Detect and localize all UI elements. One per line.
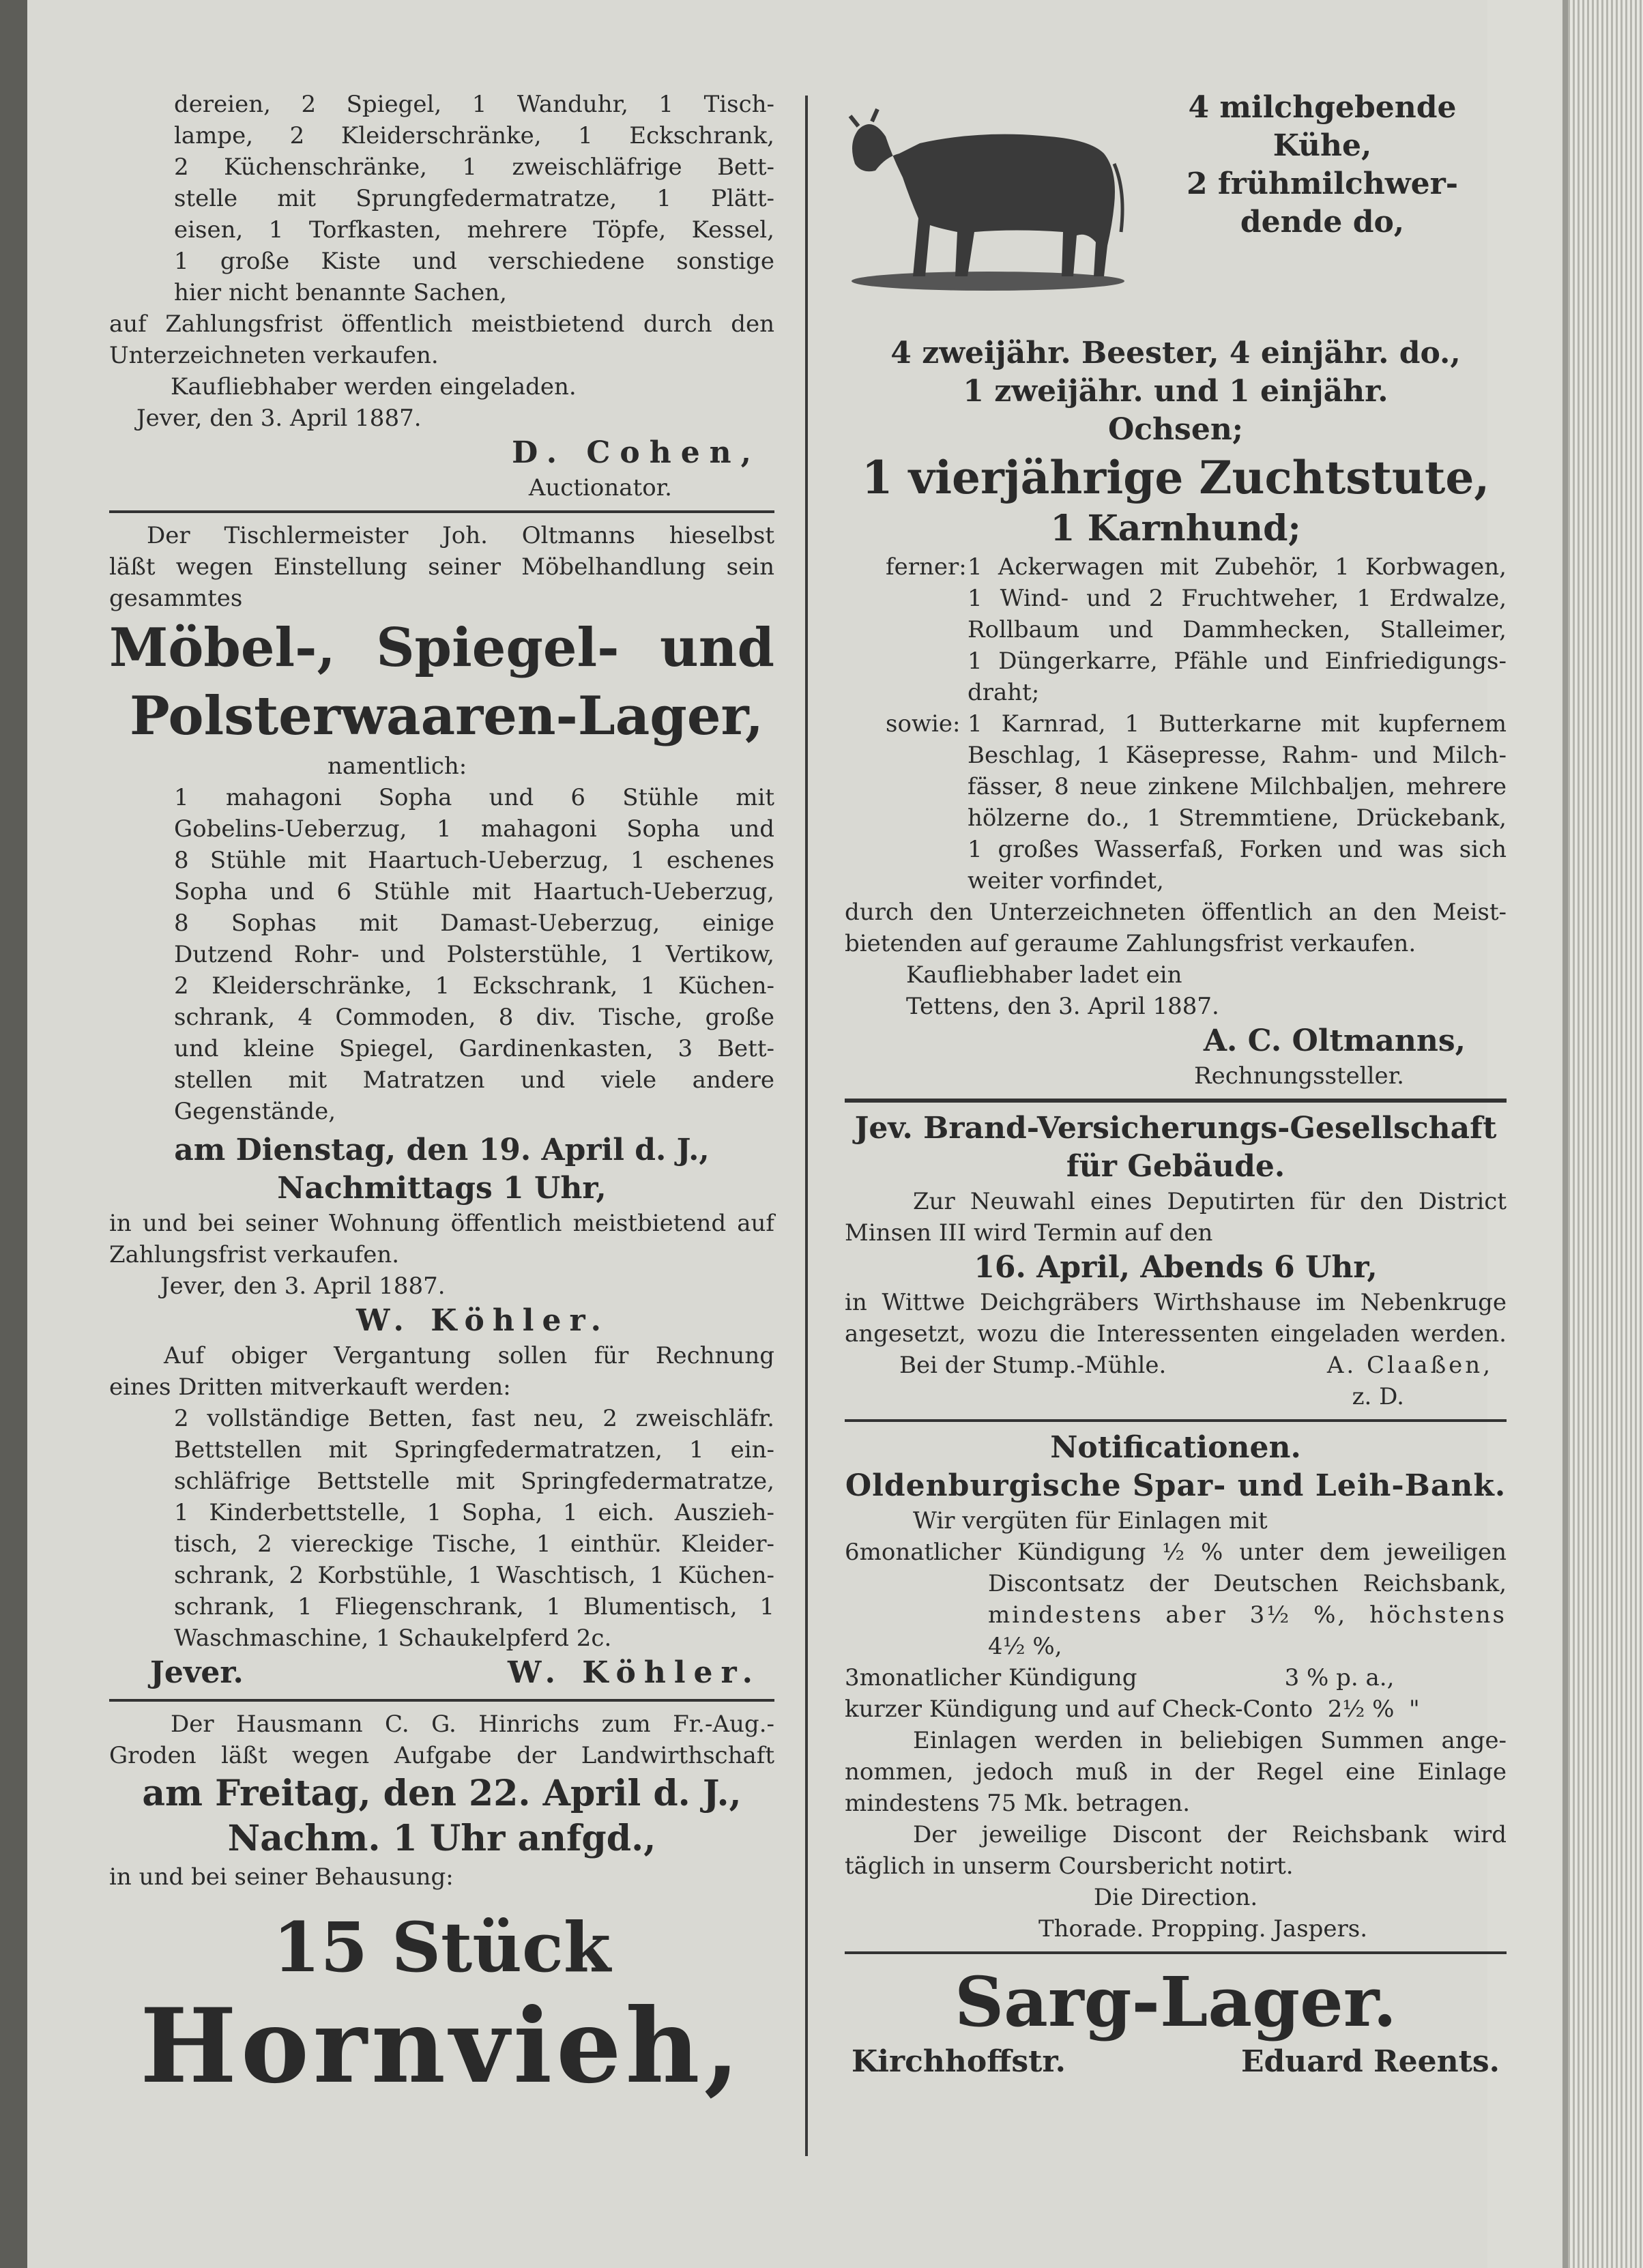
text-line: Der Hausmann C. G. Hinrichs zum Fr.-Aug.- <box>171 1711 774 1738</box>
ad-footer <box>845 1350 1507 1381</box>
list-item: 2 vollständige Betten, fast neu, 2 zweischläfr. <box>174 1405 774 1432</box>
cow-illustration-icon <box>845 89 1131 293</box>
list-item: Beschlag, 1 Käsepresse, Rahm- und Milch- <box>968 742 1507 769</box>
section-divider <box>109 510 774 513</box>
headline-zuchtstute: 1 vierjährige Zuchtstute, <box>861 451 1490 504</box>
sowie-list <box>845 708 1507 897</box>
list-item: draht; <box>968 679 1040 706</box>
auction-date: am Freitag, den 22. April d. J., <box>142 1773 742 1814</box>
signer-title: Auctionator. <box>528 474 672 501</box>
dateline: Jever, den 3. April 1887. <box>160 1273 446 1300</box>
list-label: sowie: <box>886 710 961 738</box>
text-line: Auf obiger Vergantung sollen für Rechnung <box>164 1342 774 1369</box>
list-item: 2 Kleiderschränke, 1 Eckschrank, 1 Küchen- <box>174 972 774 1000</box>
direction-label: Die Direction. <box>1093 1884 1258 1911</box>
page-gutter-left <box>0 0 27 2268</box>
cow-header <box>845 89 1507 334</box>
headline-karnhund: 1 Karnhund; <box>1050 508 1301 549</box>
list-item: 1 Düngerkarre, Pfähle und Einfriedigungs- <box>968 648 1507 675</box>
ad-cohen <box>109 89 774 504</box>
ad-footer <box>109 1654 774 1692</box>
text-line: nommen, jedoch muß in der Regel eine Einlage <box>845 1758 1507 1786</box>
text-line: stelle mit Sprungfedermatratze, 1 Plätt- <box>174 185 774 212</box>
list-item: schrank, 1 Fliegenschrank, 1 Blumentisch, 1 <box>174 1593 774 1620</box>
footer-place: Jever. <box>150 1655 244 1690</box>
list-item: 1 Wind- und 2 Fruchtweher, 1 Erdwalze, <box>968 585 1507 612</box>
list-body <box>968 551 1507 708</box>
footer-signer: A. Claaßen, <box>1326 1352 1493 1379</box>
text-line: Zahlungsfrist verkaufen. <box>109 1241 400 1268</box>
signer-title: Rechnungssteller. <box>1194 1062 1404 1090</box>
rate-line: mindestens aber 3½ %, höchstens <box>988 1601 1507 1629</box>
dateline: Tettens, den 3. April 1887. <box>906 993 1219 1020</box>
headline-line: für Gebäude. <box>1066 1149 1285 1184</box>
invite-line: Kaufliebhaber ladet ein <box>906 961 1182 989</box>
list-item: hölzerne do., 1 Stremmtiene, Drückebank, <box>968 804 1507 832</box>
list-item: Gegenstände, <box>174 1098 336 1125</box>
footer-street: Kirchhoffstr. <box>852 2044 1066 2079</box>
headline-sarg-lager: Sarg-Lager. <box>954 1962 1397 2042</box>
signer-name: D. Cohen, <box>512 435 761 470</box>
text-line: gesammtes <box>109 585 243 612</box>
ad-hinrichs-cattle <box>109 1709 774 2104</box>
headline-moebel: Möbel-, Spiegel- und <box>109 617 774 679</box>
text-line: dereien, 2 Spiegel, 1 Wanduhr, 1 Tisch- <box>174 91 774 118</box>
list-item: tisch, 2 viereckige Tische, 1 einthür. Kleider- <box>174 1530 774 1558</box>
section-divider <box>109 1699 774 1702</box>
text-line: Unterzeichneten verkaufen. <box>109 342 439 369</box>
headline-line: 1 zweijähr. und 1 einjähr. <box>963 374 1388 409</box>
list-item: schrank, 2 Korbstühle, 1 Waschtisch, 1 Küchen- <box>174 1562 774 1589</box>
list-item: fässer, 8 neue zinkene Milchbaljen, mehrere <box>968 773 1507 800</box>
text-line: durch den Unterzeichneten öffentlich an den Meist- <box>845 899 1507 926</box>
headline-polsterwaaren: Polsterwaaren-Lager, <box>130 685 764 747</box>
text-line: Einlagen werden in beliebigen Summen ange- <box>913 1727 1507 1754</box>
extra-item-list <box>109 1403 774 1654</box>
text-line: hier nicht benannte Sachen, <box>174 279 507 306</box>
list-item: Waschmaschine, 1 Schaukelpferd 2c. <box>174 1625 612 1652</box>
ad-oldenburg-bank <box>845 1429 1507 1945</box>
rate-line: 6monatlicher Kündigung ½ % unter dem jeweiligen <box>845 1539 1507 1566</box>
text-line: lampe, 2 Kleiderschränke, 1 Eckschrank, <box>174 122 774 149</box>
text-line: 1 große Kiste und verschiedene sonstige <box>174 248 774 275</box>
list-item: schläfrige Bettstelle mit Springfedermatratze, <box>174 1468 774 1495</box>
text-line: Groden läßt wegen Aufgabe der Landwirthschaft <box>109 1742 774 1769</box>
text-line: Wir vergüten für Einlagen mit <box>913 1507 1268 1535</box>
ad-sarg-lager <box>845 1961 1507 2081</box>
list-label: ferner: <box>886 553 967 581</box>
list-item: und kleine Spiegel, Gardinenkasten, 3 Bett- <box>174 1035 774 1062</box>
auction-time: Nachm. 1 Uhr anfgd., <box>227 1818 656 1859</box>
rate-line: kurzer Kündigung und auf Check-Conto 2½ % " <box>845 1696 1420 1723</box>
auction-time: Nachmittags 1 Uhr, <box>277 1171 607 1206</box>
headline-line: 2 frühmilchwer- <box>1186 166 1459 201</box>
rate-line: Discontsatz der Deutschen Reichsbank, <box>988 1570 1507 1597</box>
ad-brandversicherung <box>845 1109 1507 1412</box>
footer-place: Bei der Stump.-Mühle. <box>899 1352 1167 1379</box>
footer-owner: Eduard Reents. <box>1240 2044 1500 2079</box>
ad-oltmanns-furniture <box>109 520 774 1692</box>
rate-line: 3monatlicher Kündigung 3 % p. a., <box>845 1664 1395 1691</box>
headline-line: 4 zweijähr. Beester, 4 einjähr. do., <box>890 336 1461 370</box>
text-line: eisen, 1 Torfkasten, mehrere Töpfe, Kessel, <box>174 216 774 244</box>
dateline: Jever, den 3. April 1887. <box>136 405 422 432</box>
column-divider <box>805 96 808 2156</box>
text-line: angesetzt, wozu die Interessenten eingeladen werden. <box>845 1320 1507 1348</box>
text-line: Zur Neuwahl eines Deputirten für den District <box>913 1188 1507 1215</box>
footer-signer: W. Köhler. <box>508 1655 761 1690</box>
headline-line: Jev. Brand-Versicherungs-Gesellschaft <box>854 1111 1497 1146</box>
auction-date: am Dienstag, den 19. April d. J., <box>174 1133 710 1167</box>
text-line: auf Zahlungsfrist öffentlich meistbietend durch den <box>109 310 774 338</box>
list-item: stellen mit Matratzen und viele andere <box>174 1066 774 1094</box>
list-item: Rollbaum und Dammhecken, Stalleimer, <box>968 616 1507 643</box>
section-divider <box>845 1419 1507 1422</box>
list-item: 8 Stühle mit Haartuch-Ueberzug, 1 eschenes <box>174 847 774 874</box>
list-item: 1 Karnrad, 1 Butterkarne mit kupfernem <box>968 710 1507 738</box>
text-line: Der Tischlermeister Joh. Oltmanns hieselbst <box>147 522 774 549</box>
furniture-item-list <box>109 782 774 1127</box>
list-item: 1 Ackerwagen mit Zubehör, 1 Korbwagen, <box>968 553 1507 581</box>
namentlich-label: namentlich: <box>328 753 467 780</box>
ad-cohen-items <box>109 89 774 308</box>
signer-name: A. C. Oltmanns, <box>1203 1023 1466 1058</box>
page-stack-edge <box>1568 0 1643 2268</box>
text-line: bietenden auf geraume Zahlungsfrist verkaufen. <box>845 930 1416 957</box>
headline-line: Kühe, <box>1273 128 1372 163</box>
list-item: schrank, 4 Commoden, 8 div. Tische, große <box>174 1004 774 1031</box>
meeting-date: 16. April, Abends 6 Uhr, <box>974 1250 1378 1285</box>
list-item: 1 großes Wasserfaß, Forken und was sich <box>968 836 1507 863</box>
list-body <box>968 708 1507 897</box>
list-item: 1 Kinderbettstelle, 1 Sopha, 1 eich. Auszieh- <box>174 1499 774 1526</box>
list-item: Sopha und 6 Stühle mit Haartuch-Ueberzug, <box>174 878 774 905</box>
list-item: 8 Sophas mit Damast-Ueberzug, einige <box>174 910 774 937</box>
invite-line: Kaufliebhaber werden eingeladen. <box>171 373 577 401</box>
headline-line: dende do, <box>1240 205 1405 239</box>
headline-line: Ochsen; <box>1107 412 1244 447</box>
section-heading: Notificationen. <box>1050 1430 1301 1465</box>
ad-footer <box>845 2043 1507 2081</box>
text-line: Minsen III wird Termin auf den <box>845 1219 1213 1247</box>
left-column <box>109 89 774 2104</box>
headline-count: 15 Stück <box>272 1907 611 1988</box>
right-column <box>845 89 1507 2081</box>
headline-line: 4 milchgebende <box>1188 90 1457 125</box>
text-line: in und bei seiner Wohnung öffentlich meistbietend auf <box>109 1210 774 1237</box>
text-line: in Wittwe Deichgräbers Wirthshause im Nebenkruge <box>845 1289 1507 1316</box>
section-divider <box>845 1099 1507 1103</box>
text-line: in und bei seiner Behausung: <box>109 1863 454 1891</box>
headline-hornvieh: Hornvieh, <box>140 1986 744 2106</box>
text-line: eines Dritten mitverkauft werden: <box>109 1373 511 1401</box>
ferner-list <box>845 551 1507 708</box>
page-edge-shadow <box>1562 0 1568 2268</box>
bank-name: Oldenburgische Spar- und Leih-Bank. <box>845 1468 1507 1503</box>
list-item: 1 mahagoni Sopha und 6 Stühle mit <box>174 784 774 811</box>
list-item: Dutzend Rohr- und Polsterstühle, 1 Vertikow, <box>174 941 774 968</box>
text-line: täglich in unserm Coursbericht notirt. <box>845 1852 1294 1880</box>
cow-header-text <box>1138 89 1507 242</box>
newspaper-page <box>27 0 1507 2268</box>
section-divider <box>845 1951 1507 1954</box>
signer-name: W. Köhler. <box>356 1303 609 1338</box>
list-item: Gobelins-Ueberzug, 1 mahagoni Sopha und <box>174 815 774 843</box>
text-line: läßt wegen Einstellung seiner Möbelhandlung sein <box>109 553 774 581</box>
signer-title: z. D. <box>1352 1383 1404 1410</box>
text-line: mindestens 75 Mk. betragen. <box>845 1790 1191 1817</box>
text-line: 2 Küchenschränke, 1 zweischläfrige Bett- <box>174 154 774 181</box>
list-item: Bettstellen mit Springfedermatratzen, 1 ein- <box>174 1436 774 1464</box>
rate-line: 4½ %, <box>988 1633 1062 1660</box>
list-item: weiter vorfindet, <box>968 867 1164 895</box>
ad-oltmanns-livestock <box>845 89 1507 1092</box>
text-line: Der jeweilige Discont der Reichsbank wird <box>913 1821 1507 1848</box>
direction-names: Thorade. Propping. Jaspers. <box>1038 1915 1368 1943</box>
